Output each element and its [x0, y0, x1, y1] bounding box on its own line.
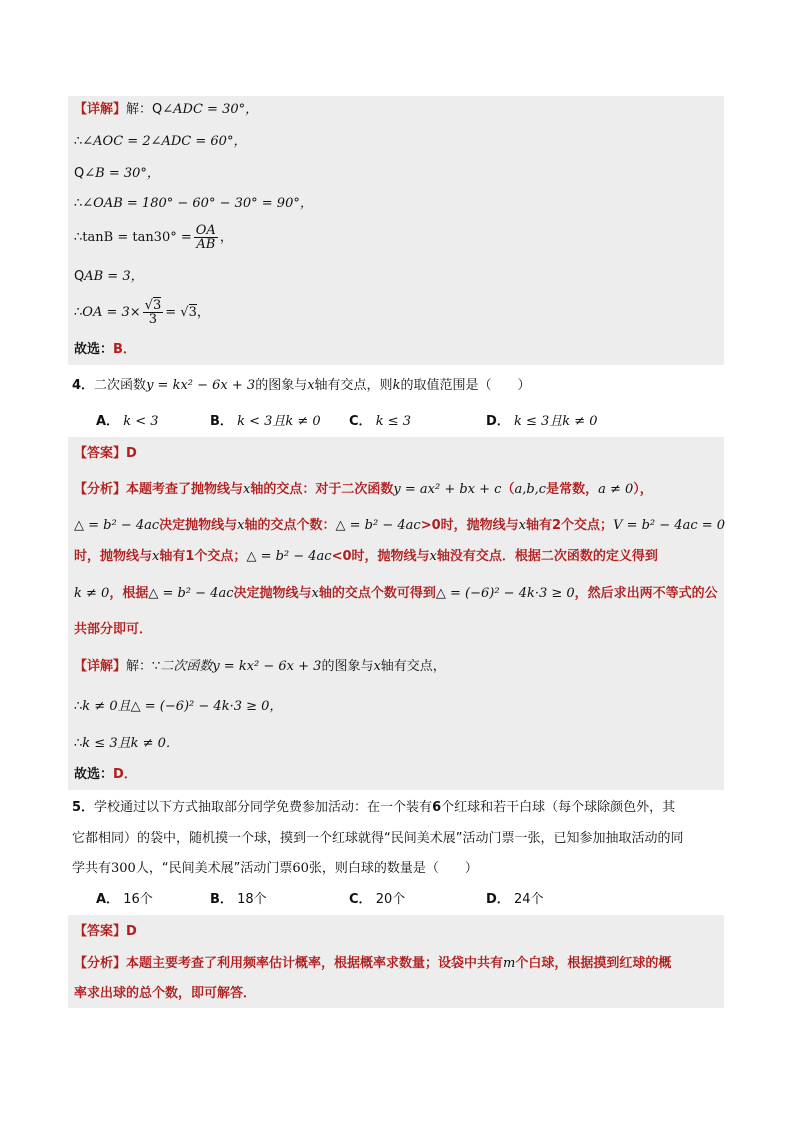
option-text: 24个	[513, 892, 544, 907]
option-letter: C．	[349, 414, 372, 429]
q5-stem-line-1	[72, 799, 675, 817]
option-letter: D．	[486, 892, 510, 907]
because-symbol: ∵	[152, 659, 161, 674]
analysis-text: 本题考查了抛物线与	[126, 482, 244, 497]
discriminant: △ = b² − 4ac	[335, 518, 421, 533]
q5-analysis-line-2	[74, 985, 256, 1003]
stem-text: 的取值范围是（ ）	[400, 378, 531, 393]
q5-stem-line-3	[72, 860, 478, 878]
detail-tag: 【详解】	[74, 659, 127, 674]
stem-text: 的图象与	[255, 378, 308, 393]
fraction-oa-ab	[194, 224, 218, 251]
analysis-text: 率求出球的总个数，即可解答．	[74, 986, 257, 1001]
choose-label: 故选：	[74, 767, 114, 782]
analysis-text: 轴的交点个数可得到	[318, 586, 436, 601]
analysis-text: <0时，抛物线与	[331, 549, 430, 564]
q5-answer-line	[74, 923, 137, 941]
detail-text: 的图象与	[321, 659, 374, 674]
option-text: 20个	[375, 892, 406, 907]
analysis-text: >0时，抛物线与	[420, 518, 519, 533]
red-ball-count: 6	[432, 800, 442, 815]
q4-answer: D	[126, 446, 137, 461]
q4-stem	[72, 377, 530, 395]
therefore-symbol: ∴	[74, 196, 83, 211]
q3-detail-line-5	[74, 224, 233, 251]
stem-text: 张，则白球的数量是（ ）	[308, 861, 478, 876]
q3-detail-line-2	[74, 133, 246, 151]
fraction-sqrt3-3	[143, 299, 164, 326]
radicand: 3	[152, 298, 162, 313]
analysis-text: 轴有	[159, 549, 186, 564]
answer-tag: 【答案】	[74, 446, 127, 461]
analysis-text: （	[501, 482, 515, 497]
option-text: k < 3	[123, 414, 159, 429]
because-symbol: Q	[74, 166, 85, 181]
q5-option-d	[486, 891, 543, 909]
stem-text: 学共有	[72, 861, 112, 876]
q4-analysis-line-5	[74, 621, 152, 639]
detail-function: 二次函数y = kx² − 6x + 3	[160, 659, 322, 674]
therefore-symbol: ∴	[74, 230, 83, 245]
question-number: 5．	[72, 800, 95, 815]
analysis-tag: 【分析】	[74, 956, 127, 971]
choose-label: 故选：	[74, 342, 114, 357]
option-letter: B．	[210, 892, 233, 907]
analysis-text: 个白球，根据摸到红球的概	[515, 956, 672, 971]
count-one: 1	[185, 549, 195, 564]
analysis-text: ，然后求出两不等式的公	[574, 586, 718, 601]
q4-analysis-line-1	[74, 481, 653, 499]
q4-detail-line-2	[74, 698, 282, 716]
condition-equation: k ≠ 0且△ = (−6)² − 4k·3 ≥ 0，	[82, 699, 283, 714]
q3-detail-line-4	[74, 195, 313, 213]
tan-equation: tanB = tan30° =	[82, 230, 192, 245]
q3-detail-line-1	[74, 101, 258, 119]
solution-prefix: 解：	[126, 659, 153, 674]
stem-text: 人，“民间美术展”活动门票	[135, 861, 293, 876]
analysis-text: 共部分即可．	[74, 622, 153, 637]
discriminant-zero: V = b² − 4ac = 0	[613, 518, 726, 533]
q4-detail-line-3	[74, 735, 179, 753]
variable-k: k	[392, 378, 401, 393]
option-text: k ≤ 3	[375, 414, 411, 429]
analysis-text: 轴的交点：对于二次函数	[250, 482, 394, 497]
q4-answer-line	[74, 445, 137, 463]
q4-option-c	[349, 413, 411, 431]
therefore-symbol: ∴	[74, 134, 83, 149]
option-letter: D．	[486, 414, 510, 429]
variable-x: x	[429, 549, 437, 564]
discriminant: △ = b² − 4ac	[74, 518, 160, 533]
equals-sign: =	[165, 305, 177, 320]
fraction-denominator: 3	[148, 312, 158, 327]
variable-x: x	[237, 518, 245, 533]
analysis-text: ），	[633, 482, 653, 497]
q4-solution-box	[68, 437, 724, 790]
q4-option-a	[96, 413, 159, 431]
q3-choice: B．	[113, 342, 136, 357]
q4-detail-line-1	[74, 658, 446, 676]
option-text: k < 3且k ≠ 0	[237, 414, 321, 429]
k-nonzero: k ≠ 0	[74, 586, 110, 601]
ticket-count: 60	[292, 861, 309, 876]
analysis-text: ，根据	[109, 586, 149, 601]
stem-function: y = kx² − 6x + 3	[146, 378, 256, 393]
q3-detail-line-3	[74, 165, 160, 183]
analysis-text: 是常数，	[546, 482, 599, 497]
analysis-text: 个交点；	[194, 549, 247, 564]
q4-option-b	[210, 413, 321, 431]
analysis-text: 个交点；	[561, 518, 614, 533]
discriminant: △ = b² − 4ac	[148, 586, 234, 601]
therefore-symbol: ∴	[74, 699, 83, 714]
fraction-denominator: AB	[196, 237, 216, 252]
therefore-symbol: ∴	[74, 305, 83, 320]
ab-equation: AB = 3，	[84, 269, 144, 284]
detail-text: 轴有交点，	[380, 659, 446, 674]
q4-final-line	[74, 766, 137, 784]
coefficients: a,b,c	[514, 482, 547, 497]
q5-analysis-line-1	[74, 955, 671, 973]
q3-detail-line-7	[74, 299, 210, 326]
analysis-text: 决定抛物线与	[159, 518, 238, 533]
variable-x: x	[307, 378, 315, 393]
q4-choice: D．	[113, 767, 137, 782]
comma: ，	[219, 230, 233, 245]
stem-text: 二次函数	[94, 378, 147, 393]
q5-answer: D	[126, 924, 137, 939]
option-letter: A．	[96, 414, 120, 429]
variable-m: m	[503, 956, 516, 971]
q4-analysis-line-2	[74, 517, 725, 535]
stem-text: 个红球和若干白球（每个球除颜色外，其	[441, 800, 676, 815]
q4-option-d	[486, 413, 598, 431]
discriminant-inequality: △ = (−6)² − 4k·3 ≥ 0	[435, 586, 575, 601]
participant-count: 300	[111, 861, 136, 876]
comma: ，	[196, 305, 210, 320]
option-letter: B．	[210, 414, 233, 429]
angle-b-equation: ∠B = 30°，	[84, 166, 160, 181]
angle-aoc-equation: ∠AOC = 2∠ADC = 60°，	[82, 134, 247, 149]
q5-option-a	[96, 891, 153, 909]
a-nonzero: a ≠ 0	[598, 482, 634, 497]
option-text: 18个	[237, 892, 267, 907]
option-letter: C．	[349, 892, 372, 907]
variable-x: x	[152, 549, 160, 564]
range-result: k ≤ 3且k ≠ 0．	[82, 736, 179, 751]
q3-detail-box	[68, 96, 724, 365]
analysis-text: 决定抛物线与	[233, 586, 312, 601]
variable-x: x	[311, 586, 319, 601]
option-text: 16个	[123, 892, 153, 907]
q5-stem-line-2	[72, 830, 683, 848]
detail-tag: 【详解】	[74, 102, 127, 117]
answer-tag: 【答案】	[74, 924, 127, 939]
variable-x: x	[518, 518, 526, 533]
oa-equation: OA = 3×	[82, 305, 141, 320]
stem-text: 它都相同）的袋中，随机摸一个球，摸到一个红球就得“民间美术展”活动门票一张，已知参加抽取活动的同	[72, 831, 684, 846]
option-letter: A．	[96, 892, 120, 907]
variable-x: x	[373, 659, 381, 674]
analysis-text: 轴的交点个数：	[244, 518, 336, 533]
analysis-text: 轴有	[525, 518, 552, 533]
quadratic-general-form: y = ax² + bx + c	[393, 482, 502, 497]
analysis-text: 时，抛物线与	[74, 549, 153, 564]
analysis-tag: 【分析】	[74, 482, 127, 497]
stem-text: 学校通过以下方式抽取部分同学免费参加活动：在一个装有	[94, 800, 433, 815]
q5-solution-box	[68, 915, 724, 1008]
solution-prefix: 解：	[126, 102, 153, 117]
question-number: 4．	[72, 378, 95, 393]
therefore-symbol: ∴	[74, 736, 83, 751]
option-text: k ≤ 3且k ≠ 0	[513, 414, 598, 429]
analysis-text: 轴没有交点．根据二次函数的定义得到	[436, 549, 658, 564]
q3-detail-line-6	[74, 268, 144, 286]
q4-analysis-line-4	[74, 585, 718, 603]
angle-adc-equation: ∠ADC = 30°，	[162, 102, 259, 117]
discriminant: △ = b² − 4ac	[246, 549, 332, 564]
q5-option-b	[210, 891, 267, 909]
variable-x: x	[243, 482, 251, 497]
q4-analysis-line-3	[74, 548, 658, 566]
analysis-text: 本题主要考查了利用频率估计概率，根据概率求数量；设袋中共有	[126, 956, 504, 971]
because-symbol: Q	[74, 269, 85, 284]
stem-text: 轴有交点，则	[314, 378, 393, 393]
because-symbol: Q	[152, 102, 163, 117]
q3-detail-line-8	[74, 341, 136, 359]
count-two: 2	[552, 518, 562, 533]
angle-oab-equation: ∠OAB = 180° − 60° − 30° = 90°，	[82, 196, 313, 211]
sqrt-3: √3	[180, 305, 197, 320]
fraction-numerator: √3	[144, 298, 162, 313]
radicand: 3	[188, 305, 197, 320]
q5-option-c	[349, 891, 405, 909]
fraction-numerator: OA	[195, 223, 216, 238]
